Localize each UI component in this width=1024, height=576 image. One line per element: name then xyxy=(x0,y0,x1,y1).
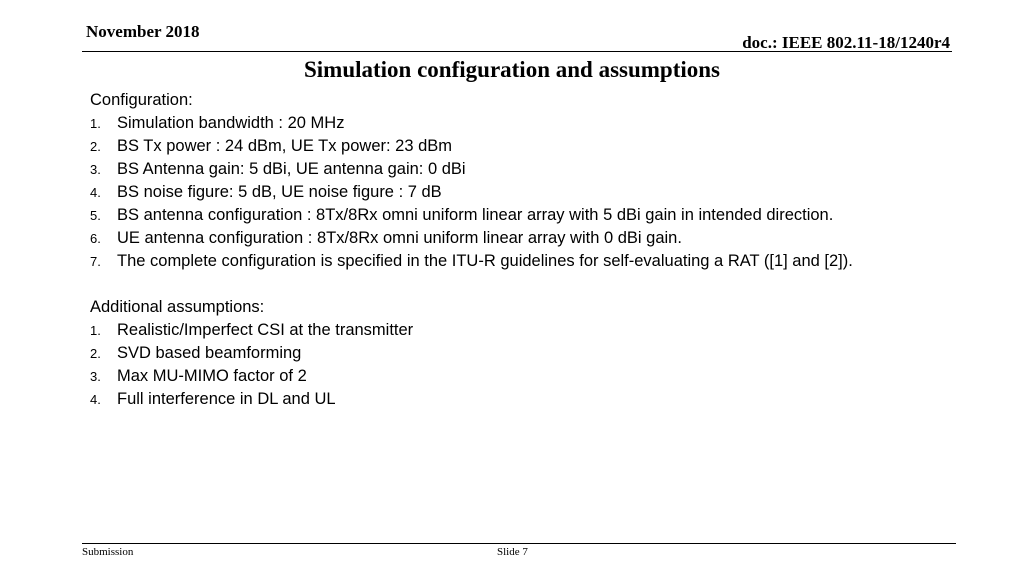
list-number: 4. xyxy=(90,185,101,200)
list-item xyxy=(90,112,1010,135)
list-item xyxy=(90,227,1010,250)
list-item xyxy=(90,388,1010,411)
list-text: BS Tx power : 24 dBm, UE Tx power: 23 dBm xyxy=(117,137,453,155)
header-doc-id: doc.: IEEE 802.11-18/1240r4 xyxy=(742,33,950,52)
list-number: 1. xyxy=(90,323,101,338)
slide-body xyxy=(90,89,1010,411)
list-item xyxy=(90,135,1010,158)
section-spacer xyxy=(90,273,1010,296)
list-number: 2. xyxy=(90,139,101,154)
list-text: BS Antenna gain: 5 dBi, UE antenna gain: 0 dBi xyxy=(117,160,466,178)
list-number: 5. xyxy=(90,208,101,223)
list-item xyxy=(90,342,1010,365)
slide-title: Simulation configuration and assumptions xyxy=(303,57,721,82)
list-item xyxy=(90,319,1010,342)
list-number: 1. xyxy=(90,116,101,131)
header-divider xyxy=(82,51,952,52)
configuration-list xyxy=(90,112,1010,273)
list-text: UE antenna configuration : 8Tx/8Rx omni uniform linear array with 0 dBi gain. xyxy=(117,229,682,247)
list-text: BS noise figure: 5 dB, UE noise figure : 7 dB xyxy=(117,183,442,201)
list-item xyxy=(90,204,1010,227)
list-text: Realistic/Imperfect CSI at the transmitter xyxy=(117,321,414,339)
list-number: 3. xyxy=(90,369,101,384)
list-item xyxy=(90,250,1010,273)
list-text: Full interference in DL and UL xyxy=(117,390,336,408)
list-text: BS antenna configuration : 8Tx/8Rx omni uniform linear array with 5 dBi gain in intended direction. xyxy=(117,206,834,224)
list-text: SVD based beamforming xyxy=(117,344,302,362)
list-item xyxy=(90,158,1010,181)
list-number: 7. xyxy=(90,254,101,269)
header-date: November 2018 xyxy=(86,22,200,41)
list-number: 4. xyxy=(90,392,101,407)
list-text: Max MU-MIMO factor of 2 xyxy=(117,367,307,385)
assumptions-heading: Additional assumptions: xyxy=(90,298,265,316)
list-number: 6. xyxy=(90,231,101,246)
list-item xyxy=(90,365,1010,388)
assumptions-list xyxy=(90,319,1010,411)
footer-divider xyxy=(82,543,956,544)
list-text: Simulation bandwidth : 20 MHz xyxy=(117,114,345,132)
configuration-heading: Configuration: xyxy=(90,91,193,109)
list-item xyxy=(90,181,1010,204)
footer-submission: Submission xyxy=(82,546,134,558)
slide-number: Slide 7 xyxy=(497,546,528,558)
list-text: The complete configuration is specified in the ITU-R guidelines for self-evaluating a RAT ([1] and [2]). xyxy=(117,252,853,270)
list-number: 3. xyxy=(90,162,101,177)
list-number: 2. xyxy=(90,346,101,361)
